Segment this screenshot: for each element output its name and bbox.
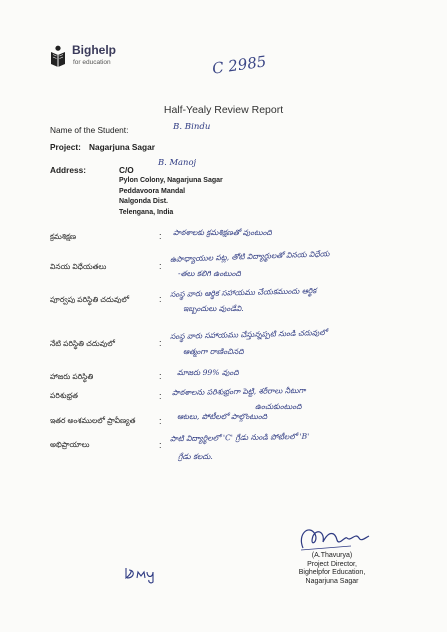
row-label-opinions: అభిప్రాయాలు (50, 440, 90, 449)
row-colon: : (159, 371, 162, 381)
row-label-cleanliness: పరిశుభ్రత (50, 391, 78, 400)
row-label-discipline: క్రమశిక్షణ (50, 232, 77, 241)
row-colon: : (159, 231, 162, 241)
student-name-label: Name of the Student: (50, 125, 129, 135)
row-colon: : (159, 261, 162, 271)
signatory-org: Bighelpfor Education, (298, 569, 366, 577)
signatory-place: Nagarjuna Sagar (305, 577, 359, 585)
row-remark-manners-cont: -తలు కలిగి ఉంటుంది (178, 269, 241, 278)
row-colon: : (159, 391, 162, 401)
student-name-value: B. Bindu (173, 122, 211, 132)
row-label-current-studies: నేటి పరిస్థితి చదువులో (50, 339, 115, 348)
row-remark-opinions: పాటి విద్యార్థిలలో 'C' గ్రేడు నుండి పోటీలలో 'B' (169, 431, 310, 444)
row-colon: : (159, 440, 162, 450)
care-of-name: B. Manoj (158, 157, 197, 167)
student-initials-signature (123, 564, 159, 584)
row-remark-earlier-studies: సంస్థ వారు ఆర్థిక సహాయము చేయకముందు ఆర్థిక (169, 286, 317, 299)
address-line: Pylon Colony, Nagarjuna Sagar (119, 177, 223, 184)
row-remark-manners: ఉపాధ్యాయుల పట్ల, తోటి విద్యార్థులతో వినయ విధేయ (169, 249, 330, 264)
project-label: Project: (50, 142, 81, 152)
row-label-manners: వినయ విధేయతలు (50, 262, 107, 271)
row-colon: : (159, 338, 162, 348)
signatory-name: (A.Thavurya) (311, 552, 353, 559)
row-remark-earlier-studies-cont: ఇబ్బందులు వుండేవి. (183, 304, 244, 313)
address-line: Nalgonda Dist. (119, 198, 169, 205)
row-label-attendance: హాజరు పరిస్థితి (50, 372, 94, 381)
row-label-other-skills: ఇతర అంశములలో ప్రావీణ్యత (50, 416, 136, 425)
logo-tagline: for education (73, 59, 111, 66)
address-label: Address: (50, 165, 86, 175)
bighelp-logo-icon (50, 45, 66, 67)
row-remark-discipline: పాఠశాలకు క్రమశిక్షణతో వుంటుంది (173, 228, 272, 237)
signatory-title: Project Director, (307, 560, 357, 568)
logo-name: Bighelp (72, 43, 116, 57)
row-colon: : (159, 416, 162, 426)
project-value: Nagarjuna Sagar (89, 142, 155, 152)
row-label-earlier-studies: పూర్వపు పరిస్థితి చదువులో (50, 295, 130, 304)
row-remark-other-skills: ఆటలు, పోటీలలో పాల్గొంటుంది (177, 412, 268, 421)
address-block (119, 176, 223, 218)
address-line: Peddavoora Mandal (119, 187, 186, 195)
row-remark-opinions-cont: గ్రేడు కలదు. (178, 452, 213, 461)
care-of-label: C/O (119, 165, 134, 175)
row-remark-attendance: మాజరు 99% వుంది (177, 368, 239, 377)
director-signature (295, 522, 375, 554)
reference-number: C 2985 (211, 52, 268, 78)
row-remark-cleanliness-cont: ఉంచుకుంటుంది (255, 402, 302, 411)
address-line: Telengana, India (119, 208, 174, 216)
row-colon: : (159, 294, 162, 304)
signatory-block (282, 552, 382, 586)
report-title: Half-Yealy Review Report (163, 104, 284, 116)
row-remark-current-studies: సంస్థ వారు సహాయము చేస్తున్నప్పటి నుండి చదువులో (169, 327, 328, 342)
row-remark-current-studies-cont: ఆత్మంగా రాణించినది (183, 347, 244, 356)
row-remark-cleanliness: పాఠశాలను పరిశుభ్రంగా పెట్టి, శరీరాలు నీటుగా (171, 385, 306, 398)
